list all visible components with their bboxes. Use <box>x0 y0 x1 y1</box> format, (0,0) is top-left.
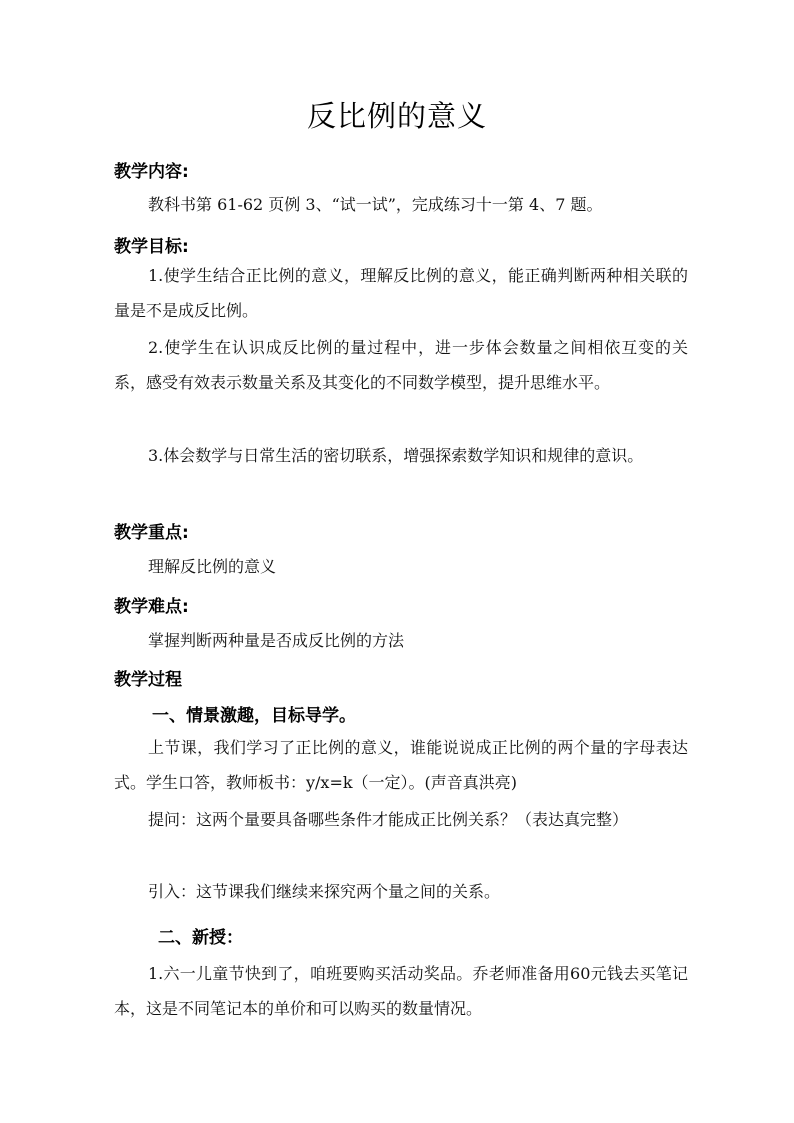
key-point-heading: 教学重点: <box>114 523 189 543</box>
step-1-paragraph-1: 上节课，我们学习了正比例的意义，谁能说说成正比例的两个量的字母表达式。学生口答，教师板书：y/x=k（一定）。(声音真洪亮) <box>114 738 688 792</box>
goal-1-paragraph: 1.使学生结合正比例的意义，理解反比例的意义，能正确判断两种相关联的量是不是成反比例。 <box>114 266 688 320</box>
document-title: 反比例的意义 <box>306 99 487 133</box>
teaching-goals-heading: 教学目标: <box>114 237 189 257</box>
teaching-content-heading: 教学内容: <box>114 162 189 182</box>
teaching-process-heading: 教学过程 <box>114 670 182 690</box>
key-point-text: 理解反比例的意义 <box>148 557 277 576</box>
step-2-heading: 二、新授： <box>158 928 243 948</box>
step-1-paragraph-2: 提问：这两个量要具备哪些条件才能成正比例关系？（表达真完整） <box>148 810 629 829</box>
step-2-paragraph-1: 1.六一儿童节快到了，咱班要购买活动奖品。乔老师准备用60元钱去买笔记本，这是不同笔记本的单价和可以购买的数量情况。 <box>114 964 688 1018</box>
step-1-heading: 一、情景激趣，目标导学。 <box>152 706 356 726</box>
goal-3-paragraph: 3.体会数学与日常生活的密切联系，增强探索数学知识和规律的意识。 <box>148 446 644 465</box>
difficulty-text: 掌握判断两种量是否成反比例的方法 <box>148 631 405 650</box>
goal-2-paragraph: 2.使学生在认识成反比例的量过程中，进一步体会数量之间相依互变的关系，感受有效表示数量关系及其变化的不同数学模型，提升思维水平。 <box>114 338 688 392</box>
teaching-content-text: 教科书第 61-62 页例 3、“试一试”，完成练习十一第 4、7 题。 <box>148 195 603 214</box>
step-1-paragraph-3: 引入：这节课我们继续来探究两个量之间的关系。 <box>148 882 501 901</box>
difficulty-heading: 教学难点: <box>114 597 189 617</box>
